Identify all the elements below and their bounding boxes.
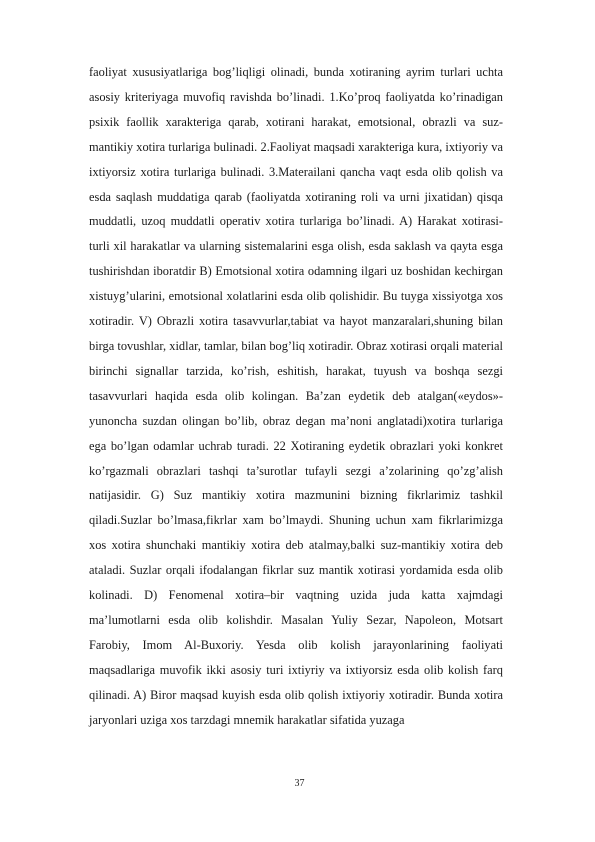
page-number: 37 — [294, 778, 305, 789]
body-paragraph: faoliyat xususiyatlariga bog’liqligi olinadi, bunda xotiraning ayrim turlari uchta asosiy kriteriyaga muvofiq ravishda bo’linadi. 1.Ko’proq faoliyatda ko’rinadigan psixik faollik xarakteriga qarab, xotirani harakat, emotsional, obrazli va suz-mantikiy xotira turlariga bulinadi. 2.Faoliyat maqsadi xarakteriga kura, ixtiyoriy va ixtiyorsiz xotira turlariga bulinadi. 3.Materailani qancha vaqt esda olib qolish va esda saqlash muddatiga qarab (faoliyatda xotiraning roli va urni jixatidan) qisqa muddatli, uzoq muddatli operativ xotira turlariga bo’linadi. A) Harakat xotirasi-turli xil harakatlar va ularning sistemalarini esga olish, esda saklash va qayta esga tushirishdan iboratdir B) Emotsional xotira odamning ilgari uz boshidan kechirgan xistuyg’ularini, emotsional xolatlarini esda olib qolishidir. Bu tuyga xissiyotga xos xotiradir. V) Obrazli xotira tasavvurlar,tabiat va hayot manzaralari,shuning bilan birga tovushlar, xidlar, tamlar, bilan bog’liq xotiradir. Obraz xotirasi orqali material birinchi signallar tarzida, ko’rish, eshitish, harakat, tuyush va boshqa sezgi tasavvurlari haqida esda olib kolingan. Ba’zan eydetik deb atalgan(«eydos»- yunoncha suzdan olingan bo’lib, obraz degan ma’noni anglatadi)xotira turlariga ega bo’lgan odamlar uchrab turadi. 22 Xotiraning eydetik obrazlari yoki konkret ko’rgazmali obrazlari tashqi ta’surotlar tufayli sezgi a’zolarining qo’zg’alish natijasidir. G) Suz mantikiy xotira mazmunini bizning fikrlarimiz tashkil qiladi.Suzlar bo’lmasa,fikrlar xam bo’lmaydi. Shuning uchun xam fikrlarimizga xos xotira shunchaki mantikiy xotira deb atalmay,balki suz-mantikiy xotira deb ataladi. Suzlar orqali ifodalangan fikrlar suz mantik xotirasi yordamida esda olib kolinadi. D) Fenomenal xotira–bir vaqtning uzida juda katta xajmdagi ma’lumotlarni esda olib kolishdir. Masalan Yuliy Sezar, Napoleon, Motsart Farobiy, Imom Al-Buxoriy. Yesda olib kolish jarayonlarining faoliyati maqsadlariga muvofik ikki asosiy turi ixtiyriy va ixtiyorsiz esda olib kolish farq qilinadi. A) Biror maqsad kuyish esda olib qolish ixtiyoriy xotiradir. Bunda xotira jaryonlari uziga xos tarzdagi mnemik harakatlar sifatida yuzaga — [89, 65, 503, 727]
